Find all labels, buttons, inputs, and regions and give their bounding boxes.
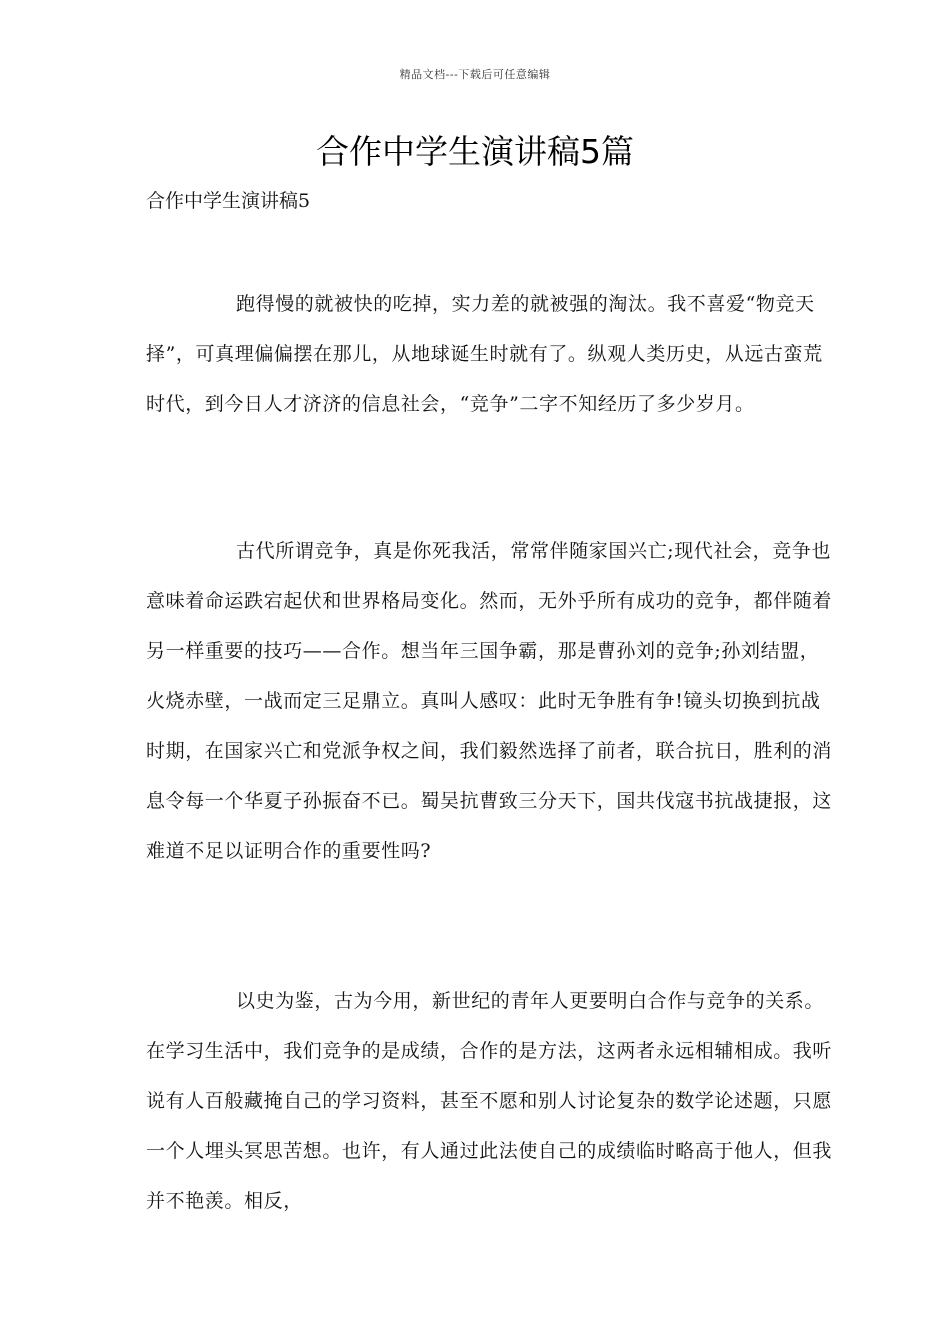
paragraph-3: 以史为鉴，古为今用，新世纪的青年人更要明白合作与竞争的关系。在学习生活中，我们竞争的是成绩，合作的是方法，这两者永远相辅相成。我听说有人百般藏掩自己的学习资料，甚至不愿和别人讨论复杂的数学论述题，只愿一个人埋头冥思苦想。也许，有人通过此法使自己的成绩临时略高于他人，但我并不艳羡。相反， bbox=[146, 990, 833, 1212]
paragraph-1: 跑得慢的就被快的吃掉，实力差的就被强的淘汰。我不喜爱“物竞天择”，可真理偏偏摆在那儿，从地球诞生时就有了。纵观人类历史，从远古蛮荒时代，到今日人才济济的信息社会，“竞争”二字不知经历了多少岁月。 bbox=[146, 293, 823, 415]
document-title: 合作中学生演讲稿5篇 bbox=[316, 132, 634, 171]
document-subtitle: 合作中学生演讲稿5 bbox=[146, 190, 311, 212]
paragraph-2: 古代所谓竞争，真是你死我活，常常伴随家国兴亡;现代社会，竞争也意味着命运跌宕起伏和世界格局变化。然而，无外乎所有成功的竞争，都伴随着另一样重要的技巧——合作。想当年三国争霸，那是曹孙刘的竞争;孙刘结盟，火烧赤壁，一战而定三足鼎立。真叫人感叹：此时无争胜有争!镜头切换到抗战时期，在国家兴亡和党派争权之间，我们毅然选择了前者，联合抗日，胜利的消息令每一个华夏子孙振奋不已。蜀吴抗曹致三分天下，国共伐寇书抗战捷报，这难道不足以证明合作的重要性吗? bbox=[146, 540, 833, 862]
header-note: 精品文档---下载后可任意编辑 bbox=[399, 68, 551, 81]
